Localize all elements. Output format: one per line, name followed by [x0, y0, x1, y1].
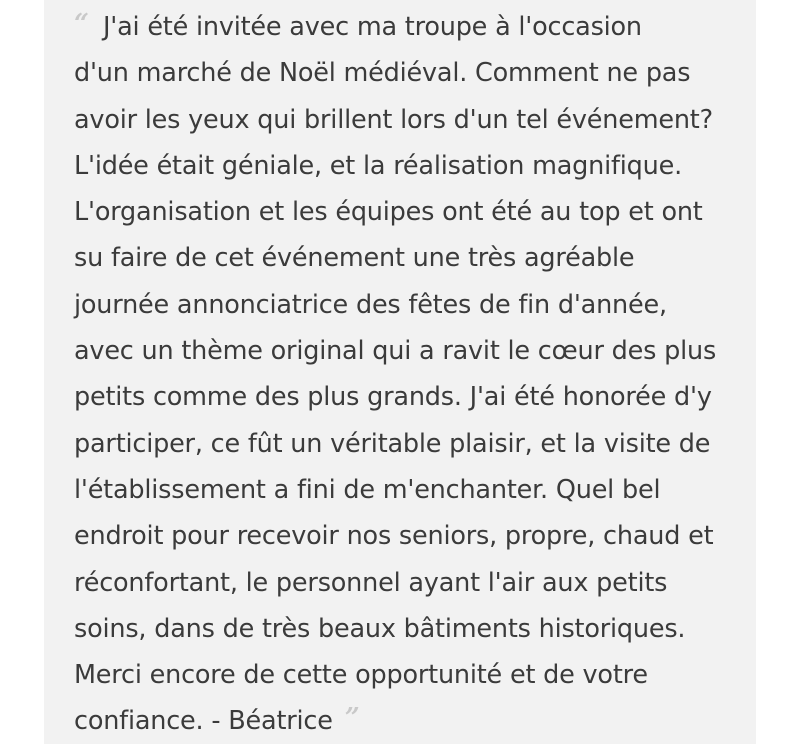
quote-line: réconfortant, le personnel ayant l'air aux petits [74, 567, 668, 598]
quote-line: l'établissement a fini de m'enchanter. Quel bel [74, 474, 661, 505]
quote-line: “ J'ai été invitée avec ma troupe à l'occasion [74, 4, 746, 50]
quote-line: soins, dans de très beaux bâtiments historiques. [74, 613, 686, 644]
quote-line: endroit pour recevoir nos seniors, propre, chaud et [74, 521, 714, 552]
quote-line: petits comme des plus grands. J'ai été honorée d'y [74, 382, 712, 413]
quote-line: avoir les yeux qui brillent lors d'un tel événement? [74, 104, 713, 135]
open-quote-icon: “ [74, 9, 87, 39]
quote-line [74, 698, 746, 744]
quote-line: Merci encore de cette opportunité et de votre [74, 660, 648, 691]
quote-line: journée annonciatrice des fêtes de fin d'année, [74, 289, 667, 320]
testimonial-card [44, 0, 756, 744]
close-quote-icon: ” [344, 703, 358, 734]
quote-line: d'un marché de Noël médiéval. Comment ne pas [74, 58, 691, 89]
quote-line: L'organisation et les équipes ont été au top et ont [74, 197, 703, 228]
quote-line: avec un thème original qui a ravit le cœur des plus [74, 336, 717, 367]
quote-author: confiance. - Béatrice [74, 706, 333, 737]
quote-line: L'idée était géniale, et la réalisation magnifique. [74, 150, 682, 181]
quote-line: su faire de cet événement une très agréable [74, 243, 635, 274]
testimonial-quote [74, 4, 746, 744]
quote-line: participer, ce fût un véritable plaisir, et la visite de [74, 428, 711, 459]
